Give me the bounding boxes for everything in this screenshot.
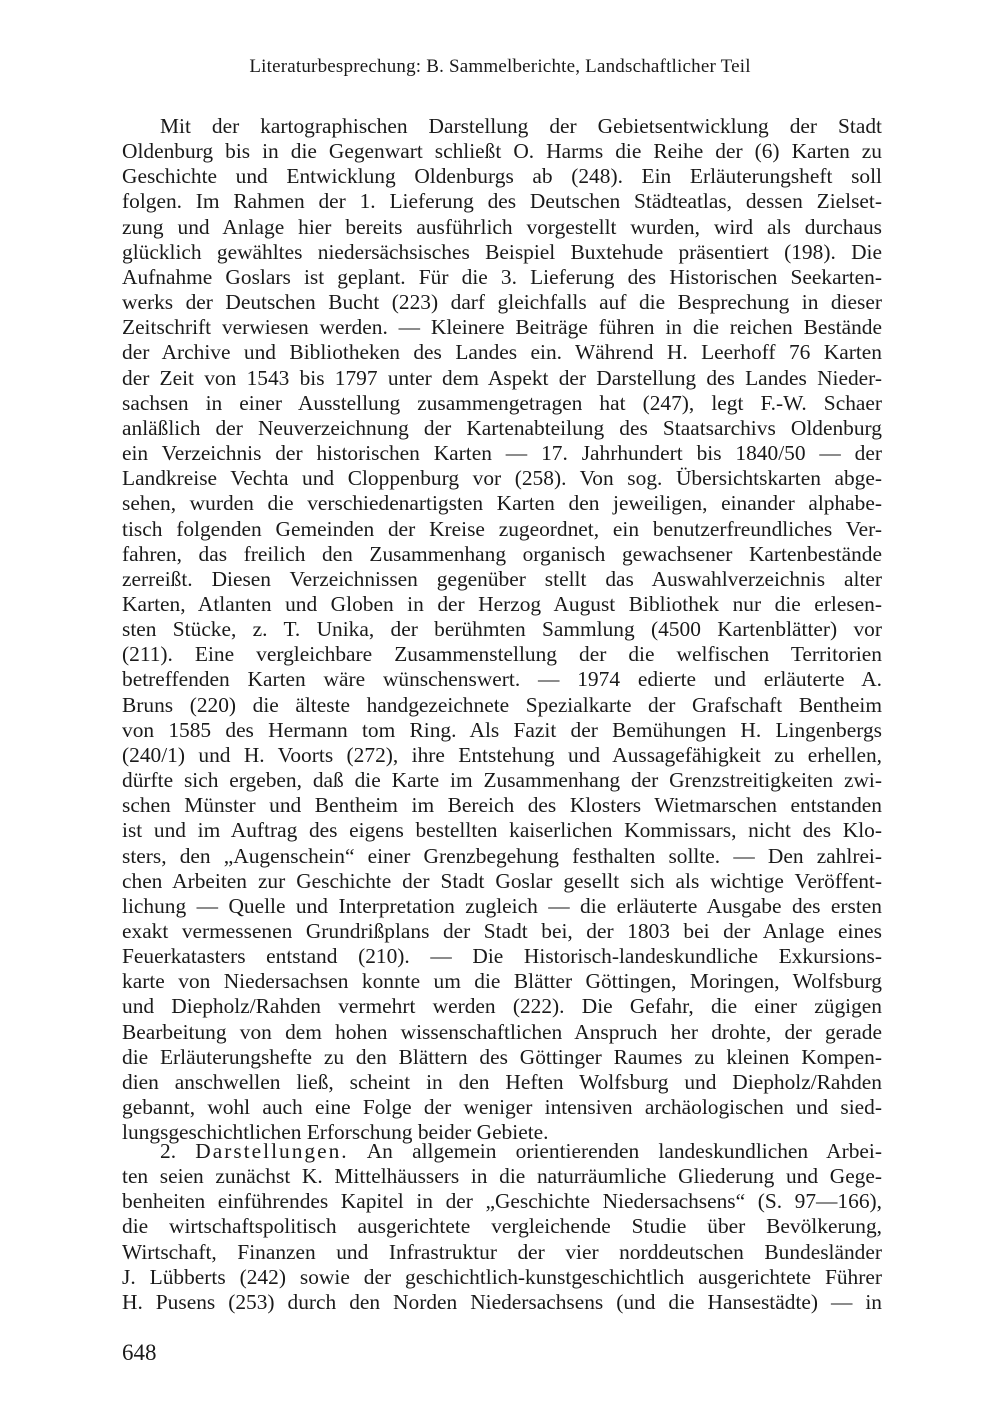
text-line: Bearbeitung von dem hohen wissenschaftlichen Anspruch her drohte, der gerade	[122, 1019, 882, 1044]
text-line: anläßlich der Neuverzeichnung der Kartenabteilung des Staatsarchivs Oldenburg	[122, 415, 882, 440]
text-line: Geschichte und Entwicklung Oldenburgs ab (248). Ein Erläuterungsheft soll	[122, 164, 882, 189]
paragraph-darstellungen	[122, 1139, 882, 1315]
text-line: Wirtschaft, Finanzen und Infrastruktur der vier norddeutschen Bundesländer	[122, 1239, 882, 1264]
text-line: die Erläuterungshefte zu den Blättern des Göttinger Raumes zu kleinen Kompen-	[122, 1044, 882, 1069]
text-line: exakt vermessenen Grundrißplans der Stadt bei, der 1803 bei der Anlage eines	[122, 919, 882, 943]
paragraph-first-line	[122, 1139, 882, 1164]
text-line: Feuerkatasters entstand (210). — Die Historisch-landeskundliche Exkursions-	[122, 944, 882, 969]
text-line: (240/1) und H. Voorts (272), ihre Entstehung und Aussagefähigkeit zu erhellen,	[122, 742, 882, 767]
text-line: tisch folgenden Gemeinden der Kreise zugeordnet, ein benutzerfreundliches Ver-	[122, 516, 882, 541]
page-number: 648	[122, 1340, 157, 1365]
text-line: sters, den „Augenschein“ einer Grenzbegehung festhalten sollte. — Den zahlrei-	[122, 843, 882, 868]
text-line: schen Münster und Bentheim im Bereich des Klosters Wietmarschen entstanden	[122, 793, 882, 818]
running-header: Literaturbesprechung: B. Sammelberichte, Landschaftlicher Teil	[249, 56, 751, 77]
text-line: ten seien zunächst K. Mittelhäussers in die naturräumliche Gliederung und Gege-	[122, 1164, 882, 1189]
text-line: Oldenburg bis in die Gegenwart schließt O. Harms die Reihe der (6) Karten zu	[122, 139, 882, 164]
text-line: Landkreise Vechta und Cloppenburg vor (258). Von sog. Übersichtskarten abge-	[122, 466, 882, 491]
text-line: werks der Deutschen Bucht (223) darf gleichfalls auf die Besprechung in dieser	[122, 290, 882, 315]
text-line: karte von Niedersachsen konnte um die Blätter Göttingen, Moringen, Wolfsburg	[122, 969, 882, 994]
text-line: Mit der kartographischen Darstellung der Gebietsentwicklung der Stadt	[160, 114, 882, 138]
text-line: folgen. Im Rahmen der 1. Lieferung des Deutschen Städteatlas, dessen Zielset-	[122, 189, 882, 214]
text-line: Bruns (220) die älteste handgezeichnete Spezialkarte der Grafschaft Bentheim	[122, 692, 882, 717]
text-line: lungsgeschichtlichen Erforschung beider Gebiete.	[122, 1120, 549, 1145]
text-line: ein Verzeichnis der historischen Karten — 17. Jahrhundert bis 1840/50 — der	[122, 441, 882, 466]
text-line: chen Arbeiten zur Geschichte der Stadt Goslar gesellt sich als wichtige Veröffent-	[122, 868, 882, 893]
section-heading: Darstellungen.	[195, 1139, 349, 1163]
text-line: die wirtschaftspolitisch ausgerichtete vergleichende Studie über Bevölkerung,	[122, 1214, 882, 1239]
text-line: zung und Anlage hier bereits ausführlich vorgestellt wurden, wird als durchaus	[122, 214, 882, 239]
text-line: von 1585 des Hermann tom Ring. Als Fazit der Bemühungen H. Lingenbergs	[122, 717, 882, 742]
text-line: H. Pusens (253) durch den Norden Niedersachsens (und die Hansestädte) — in	[122, 1289, 882, 1314]
text-line: der Zeit von 1543 bis 1797 unter dem Aspekt der Darstellung des Landes Nieder-	[122, 365, 882, 390]
text-line: dürfte sich ergeben, daß die Karte im Zusammenhang der Grenzstreitigkeiten zwi-	[122, 768, 882, 793]
text-line: glücklich gewähltes niedersächsisches Beispiel Buxtehude präsentiert (198). Die	[122, 239, 882, 264]
text-line: Karten, Atlanten und Globen in der Herzog August Bibliothek nur die erlesen-	[122, 591, 882, 616]
text-line: lichung — Quelle und Interpretation zugleich — die erläuterte Ausgabe des ersten	[122, 893, 882, 918]
text-line: der Archive und Bibliotheken des Landes ein. Während H. Leerhoff 76 Karten	[122, 340, 882, 365]
text-line: betreffenden Karten wäre wünschenswert. — 1974 edierte und erläuterte A.	[122, 667, 882, 692]
text-line: J. Lübberts (242) sowie der geschichtlich-kunstgeschichtlich ausgerichtete Führer	[122, 1264, 882, 1289]
text-line: dien anschwellen ließ, scheint in den Heften Wolfsburg und Diepholz/Rahden	[122, 1069, 882, 1094]
text-line: zerreißt. Diesen Verzeichnissen gegenüber stellt das Auswahlverzeichnis alter	[122, 566, 882, 591]
section-number: 2.	[160, 1139, 177, 1163]
text-line: Zeitschrift verwiesen werden. — Kleinere Beiträge führen in die reichen Bestände	[122, 315, 882, 340]
paragraph-cartography	[122, 114, 882, 1145]
text-line: sten Stücke, z. T. Unika, der berühmten Sammlung (4500 Kartenblätter) vor	[122, 617, 882, 642]
text-line: sehen, wurden die verschiedenartigsten Karten den jeweiligen, einander alphabe-	[122, 491, 882, 516]
text-line: Aufnahme Goslars ist geplant. Für die 3. Lieferung des Historischen Seekarten-	[122, 264, 882, 289]
text-line: ist und im Auftrag des eigens bestellten kaiserlichen Kommissars, nicht des Klo-	[122, 818, 882, 843]
text-line: (211). Eine vergleichbare Zusammenstellung der die welfischen Territorien	[122, 642, 882, 667]
text-line: sachsen in einer Ausstellung zusammengetragen hat (247), legt F.-W. Schaer	[122, 390, 882, 415]
text-line: gebannt, wohl auch eine Folge der weniger intensiven archäologischen und sied-	[122, 1095, 882, 1120]
text-line: benheiten einführendes Kapitel in der „Geschichte Niedersachsens“ (S. 97—166),	[122, 1189, 882, 1214]
text-line: und Diepholz/Rahden vermehrt werden (222). Die Gefahr, die einer zügigen	[122, 994, 882, 1019]
text-line: fahren, das freilich den Zusammenhang organisch gewachsener Kartenbestände	[122, 541, 882, 566]
first-line-text: An allgemein orientierenden landeskundlichen Arbei-	[366, 1139, 882, 1163]
